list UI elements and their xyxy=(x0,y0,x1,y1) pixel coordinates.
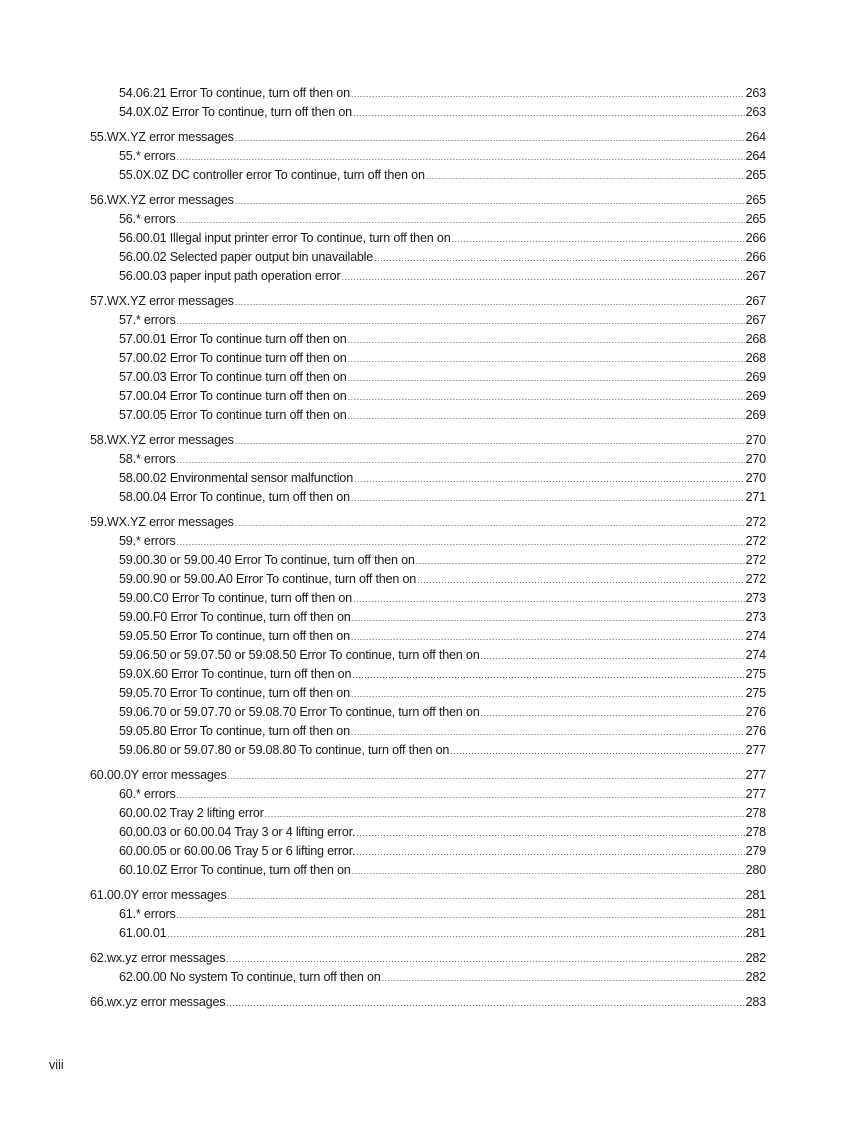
toc-entry-title: 55.WX.YZ error messages xyxy=(90,130,234,144)
dot-leader xyxy=(354,470,745,489)
toc-subsection-entry[interactable] xyxy=(90,147,766,166)
toc-entry-title: 61.* errors xyxy=(119,907,176,921)
toc-subsection-entry[interactable] xyxy=(90,210,766,229)
toc-entry-page-number: 264 xyxy=(745,130,766,144)
toc-subsection-entry[interactable] xyxy=(90,229,766,248)
toc-entry-title: 57.00.01 Error To continue turn off then on xyxy=(119,332,347,346)
toc-subsection-entry[interactable] xyxy=(90,905,766,924)
toc-section-entry[interactable] xyxy=(90,191,766,210)
dot-leader xyxy=(265,805,745,824)
toc-entry-page-number: 281 xyxy=(745,907,766,921)
dot-leader xyxy=(481,704,745,723)
toc-entry-page-number: 282 xyxy=(745,951,766,965)
toc-entry-page-number: 277 xyxy=(745,787,766,801)
toc-entry-page-number: 278 xyxy=(745,825,766,839)
toc-section-entry[interactable] xyxy=(90,993,766,1012)
toc-subsection-entry[interactable] xyxy=(90,589,766,608)
toc-entry-page-number: 268 xyxy=(745,351,766,365)
toc-entry-title: 59.00.30 or 59.00.40 Error To continue, turn off then on xyxy=(119,553,415,567)
toc-entry-page-number: 267 xyxy=(745,294,766,308)
toc-subsection-entry[interactable] xyxy=(90,311,766,330)
toc-entry-title: 55.0X.0Z DC controller error To continue, turn off then on xyxy=(119,168,425,182)
dot-leader xyxy=(348,369,745,388)
toc-entry-page-number: 269 xyxy=(745,408,766,422)
toc-entry-title: 54.06.21 Error To continue, turn off then on xyxy=(119,86,350,100)
dot-leader xyxy=(356,843,744,862)
toc-subsection-entry[interactable] xyxy=(90,267,766,286)
toc-entry-page-number: 274 xyxy=(745,629,766,643)
toc-entry-page-number: 263 xyxy=(745,86,766,100)
toc-section-entry[interactable] xyxy=(90,766,766,785)
toc-entry-title: 59.00.C0 Error To continue, turn off then on xyxy=(119,591,352,605)
toc-entry-title: 62.00.00 No system To continue, turn off then on xyxy=(119,970,381,984)
toc-entry-title: 60.00.03 or 60.00.04 Tray 3 or 4 lifting error. xyxy=(119,825,356,839)
page-number: viii xyxy=(49,1058,64,1072)
dot-leader xyxy=(416,552,745,571)
toc-subsection-entry[interactable] xyxy=(90,627,766,646)
dot-leader xyxy=(374,249,745,268)
toc-entry-page-number: 281 xyxy=(745,888,766,902)
toc-entry-title: 59.00.F0 Error To continue, turn off then on xyxy=(119,610,351,624)
dot-leader xyxy=(177,451,745,470)
toc-entry-page-number: 264 xyxy=(745,149,766,163)
toc-entry-title: 59.00.90 or 59.00.A0 Error To continue, turn off then on xyxy=(119,572,417,586)
dot-leader xyxy=(235,432,745,451)
toc-entry-page-number: 273 xyxy=(745,610,766,624)
toc-entry-title: 62.wx.yz error messages xyxy=(90,951,226,965)
toc-subsection-entry[interactable] xyxy=(90,488,766,507)
toc-entry-title: 56.00.01 Illegal input printer error To continue, turn off then on xyxy=(119,231,451,245)
toc-entry-title: 59.06.80 or 59.07.80 or 59.08.80 To continue, turn off then on xyxy=(119,743,450,757)
toc-subsection-entry[interactable] xyxy=(90,248,766,267)
dot-leader xyxy=(353,590,745,609)
toc-entry-title: 56.00.03 paper input path operation error xyxy=(119,269,341,283)
toc-entry-page-number: 273 xyxy=(745,591,766,605)
toc-entry-title: 58.* errors xyxy=(119,452,176,466)
toc-subsection-entry[interactable] xyxy=(90,703,766,722)
toc-entry-page-number: 272 xyxy=(745,572,766,586)
dot-leader xyxy=(167,925,744,944)
toc-entry-title: 59.0X.60 Error To continue, turn off then on xyxy=(119,667,352,681)
dot-leader xyxy=(235,129,745,148)
toc-entry-page-number: 270 xyxy=(745,433,766,447)
toc-entry-title: 58.00.02 Environmental sensor malfunction xyxy=(119,471,354,485)
toc-entry-title: 59.WX.YZ error messages xyxy=(90,515,234,529)
toc-entry-title: 61.00.01 xyxy=(119,926,167,940)
toc-entry-title: 60.00.0Y error messages xyxy=(90,768,227,782)
dot-leader xyxy=(177,312,745,331)
dot-leader xyxy=(452,230,745,249)
toc-entry-page-number: 281 xyxy=(745,926,766,940)
toc-section-entry[interactable] xyxy=(90,431,766,450)
toc-section-entry[interactable] xyxy=(90,292,766,311)
toc-subsection-entry[interactable] xyxy=(90,722,766,741)
toc-entry-page-number: 278 xyxy=(745,806,766,820)
toc-subsection-entry[interactable] xyxy=(90,823,766,842)
toc-subsection-entry[interactable] xyxy=(90,741,766,760)
toc-entry-page-number: 266 xyxy=(745,250,766,264)
dot-leader xyxy=(353,104,745,123)
toc-entry-page-number: 276 xyxy=(745,705,766,719)
dot-leader xyxy=(348,388,745,407)
toc-subsection-entry[interactable] xyxy=(90,330,766,349)
toc-subsection-entry[interactable] xyxy=(90,842,766,861)
dot-leader xyxy=(235,293,745,312)
toc-entry-title: 58.WX.YZ error messages xyxy=(90,433,234,447)
dot-leader xyxy=(356,824,744,843)
dot-leader xyxy=(177,906,745,925)
toc-entry-title: 57.00.03 Error To continue turn off then on xyxy=(119,370,347,384)
toc-entry-page-number: 274 xyxy=(745,648,766,662)
dot-leader xyxy=(352,609,745,628)
toc-entry-page-number: 266 xyxy=(745,231,766,245)
toc-entry-title: 57.00.04 Error To continue turn off then on xyxy=(119,389,347,403)
toc-subsection-entry[interactable] xyxy=(90,84,766,103)
dot-leader xyxy=(352,666,744,685)
toc-subsection-entry[interactable] xyxy=(90,406,766,425)
toc-subsection-entry[interactable] xyxy=(90,684,766,703)
toc-entry-page-number: 269 xyxy=(745,389,766,403)
toc-entry-title: 60.* errors xyxy=(119,787,176,801)
toc-entry-page-number: 277 xyxy=(745,743,766,757)
toc-entry-page-number: 263 xyxy=(745,105,766,119)
dot-leader xyxy=(352,862,745,881)
toc-subsection-entry[interactable] xyxy=(90,924,766,943)
toc-entry-title: 59.06.50 or 59.07.50 or 59.08.50 Error To continue, turn off then on xyxy=(119,648,480,662)
dot-leader xyxy=(235,192,745,211)
toc-entry-page-number: 272 xyxy=(745,534,766,548)
dot-leader xyxy=(235,514,745,533)
toc-entry-title: 59.05.50 Error To continue, turn off then on xyxy=(119,629,350,643)
toc-subsection-entry[interactable] xyxy=(90,349,766,368)
toc-entry-title: 59.06.70 or 59.07.70 or 59.08.70 Error To continue, turn off then on xyxy=(119,705,480,719)
toc-entry-page-number: 265 xyxy=(745,212,766,226)
dot-leader xyxy=(382,969,745,988)
toc-subsection-entry[interactable] xyxy=(90,166,766,185)
toc-entry-page-number: 265 xyxy=(745,193,766,207)
toc-section-entry[interactable] xyxy=(90,128,766,147)
toc-entry-page-number: 269 xyxy=(745,370,766,384)
dot-leader xyxy=(226,950,744,969)
toc-subsection-entry[interactable] xyxy=(90,469,766,488)
toc-subsection-entry[interactable] xyxy=(90,368,766,387)
dot-leader xyxy=(177,211,745,230)
dot-leader xyxy=(348,331,745,350)
dot-leader xyxy=(177,148,745,167)
toc-section-entry[interactable] xyxy=(90,513,766,532)
toc-section-entry[interactable] xyxy=(90,886,766,905)
toc-entry-page-number: 277 xyxy=(745,768,766,782)
toc-entry-title: 60.00.05 or 60.00.06 Tray 5 or 6 lifting error. xyxy=(119,844,356,858)
toc-entry-page-number: 267 xyxy=(745,313,766,327)
toc-entry-page-number: 272 xyxy=(745,515,766,529)
dot-leader xyxy=(426,167,745,186)
toc-entry-title: 59.* errors xyxy=(119,534,176,548)
dot-leader xyxy=(228,887,745,906)
dot-leader xyxy=(450,742,744,761)
toc-entry-page-number: 275 xyxy=(745,686,766,700)
dot-leader xyxy=(348,350,745,369)
toc-entry-page-number: 280 xyxy=(745,863,766,877)
toc-subsection-entry[interactable] xyxy=(90,785,766,804)
dot-leader xyxy=(348,407,745,426)
dot-leader xyxy=(351,628,745,647)
toc-entry-title: 54.0X.0Z Error To continue, turn off then on xyxy=(119,105,352,119)
dot-leader xyxy=(351,489,745,508)
toc-entry-title: 56.WX.YZ error messages xyxy=(90,193,234,207)
toc-entry-page-number: 267 xyxy=(745,269,766,283)
toc-entry-title: 60.00.02 Tray 2 lifting error xyxy=(119,806,264,820)
table-of-contents xyxy=(90,84,766,1012)
toc-subsection-entry[interactable] xyxy=(90,532,766,551)
toc-entry-page-number: 271 xyxy=(745,490,766,504)
toc-entry-title: 57.00.05 Error To continue turn off then on xyxy=(119,408,347,422)
dot-leader xyxy=(481,647,745,666)
toc-entry-page-number: 275 xyxy=(745,667,766,681)
dot-leader xyxy=(226,994,744,1013)
toc-entry-page-number: 265 xyxy=(745,168,766,182)
toc-subsection-entry[interactable] xyxy=(90,450,766,469)
toc-entry-title: 56.* errors xyxy=(119,212,176,226)
toc-subsection-entry[interactable] xyxy=(90,570,766,589)
dot-leader xyxy=(177,533,745,552)
toc-subsection-entry[interactable] xyxy=(90,551,766,570)
toc-entry-title: 56.00.02 Selected paper output bin unavailable xyxy=(119,250,374,264)
toc-entry-title: 57.* errors xyxy=(119,313,176,327)
dot-leader xyxy=(228,767,745,786)
toc-subsection-entry[interactable] xyxy=(90,861,766,880)
toc-entry-title: 59.05.70 Error To continue, turn off then on xyxy=(119,686,350,700)
toc-entry-title: 55.* errors xyxy=(119,149,176,163)
toc-subsection-entry[interactable] xyxy=(90,804,766,823)
toc-entry-title: 57.WX.YZ error messages xyxy=(90,294,234,308)
dot-leader xyxy=(177,786,745,805)
dot-leader xyxy=(351,685,745,704)
toc-entry-page-number: 276 xyxy=(745,724,766,738)
dot-leader xyxy=(417,571,744,590)
dot-leader xyxy=(351,723,745,742)
toc-entry-page-number: 272 xyxy=(745,553,766,567)
toc-entry-title: 61.00.0Y error messages xyxy=(90,888,227,902)
toc-entry-page-number: 268 xyxy=(745,332,766,346)
toc-entry-title: 66.wx.yz error messages xyxy=(90,995,226,1009)
dot-leader xyxy=(341,268,744,287)
toc-entry-page-number: 283 xyxy=(745,995,766,1009)
toc-entry-title: 60.10.0Z Error To continue, turn off then on xyxy=(119,863,351,877)
toc-section-entry[interactable] xyxy=(90,949,766,968)
toc-entry-title: 59.05.80 Error To continue, turn off then on xyxy=(119,724,350,738)
toc-subsection-entry[interactable] xyxy=(90,608,766,627)
toc-subsection-entry[interactable] xyxy=(90,665,766,684)
toc-subsection-entry[interactable] xyxy=(90,646,766,665)
toc-subsection-entry[interactable] xyxy=(90,387,766,406)
toc-subsection-entry[interactable] xyxy=(90,103,766,122)
toc-entry-title: 57.00.02 Error To continue turn off then on xyxy=(119,351,347,365)
toc-subsection-entry[interactable] xyxy=(90,968,766,987)
toc-entry-page-number: 279 xyxy=(745,844,766,858)
toc-entry-page-number: 270 xyxy=(745,471,766,485)
toc-entry-title: 58.00.04 Error To continue, turn off then on xyxy=(119,490,350,504)
toc-entry-page-number: 282 xyxy=(745,970,766,984)
toc-entry-page-number: 270 xyxy=(745,452,766,466)
dot-leader xyxy=(351,85,745,104)
